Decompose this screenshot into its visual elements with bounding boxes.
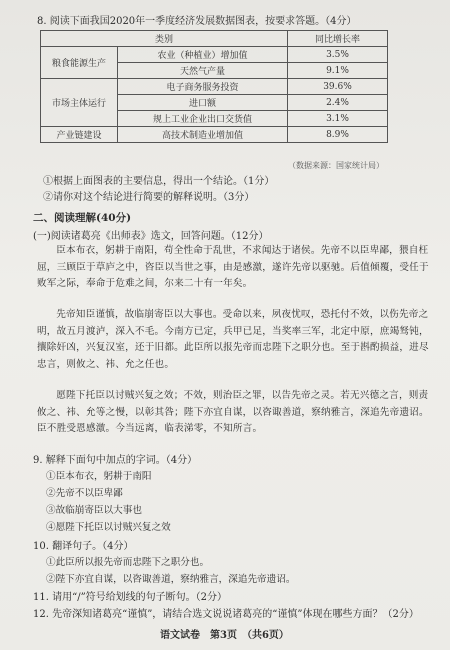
table-rate-cell: 3.5% [288,47,388,63]
question-10-title: 10. 翻译句子。（4分） [33,541,134,552]
question-9-item: ④愿陛下托臣以讨贼兴复之效 [46,522,171,533]
table-item-cell: 农业（种植业）增加值 [118,47,288,63]
table-header-rate: 同比增长率 [288,31,388,47]
question-11: 11. 请用“/”符号给划线的句子断句。（2分） [33,592,228,603]
table-rate-cell: 39.6% [288,79,388,95]
question-10-item: ①此臣所以报先帝而忠陛下之职分也。 [46,557,210,568]
passage-heading: (一)阅读诸葛亮《出师表》选文，回答问题。（12分） [33,231,269,242]
table-rate-cell: 2.4% [288,95,388,111]
passage-paragraph-2: 先帝知臣谨慎，故临崩寄臣以大事也。受命以来，夙夜忧叹，恐托付不效，以伤先帝之明，故五月渡泸，深入不毛。今南方已定，兵甲已足，当奖率三军，北定中原，庶竭驽钝，攘除奸凶，兴复汉室，还于旧都。此臣所以报先帝而忠陛下之职分也。至于斟酌损益，进尽忠言，则攸之、祎、允之任也。 [37,309,429,370]
table-item-cell: 天然气产量 [118,63,288,79]
table-row [41,79,388,95]
passage-paragraph-1: 臣本布衣，躬耕于南阳，苟全性命于乱世，不求闻达于诸侯。先帝不以臣卑鄙，猥自枉屈，三顾臣于草庐之中，咨臣以当世之事，由是感激，遂许先帝以驱驰。后值倾覆，受任于败军之际，奉命于危难之间，尔来二十有一年矣。 [37,245,429,289]
table-rate-cell: 9.1% [288,63,388,79]
passage-paragraph-3: 愿陛下托臣以讨贼兴复之效；不效，则治臣之罪，以告先帝之灵。若无兴德之言，则责攸之、祎、允等之慢，以彰其咎；陛下亦宜自谋，以咨诹善道，察纳雅言，深追先帝遗诏。臣不胜受恩感激。今当远离，临表涕零，不知所言。 [37,390,429,434]
table-header-category: 类别 [41,31,288,47]
table-category-cell: 粮食能源生产 [41,47,118,79]
table-item-cell: 高技术制造业增加值 [118,127,288,143]
question-9-item: ②先帝不以臣卑鄙 [46,488,123,499]
question-8-sub1: ①根据上面图表的主要信息，得出一个结论。（1分） [43,176,275,187]
table-category-cell: 产业链建设 [41,127,118,143]
question-12: 12. 先帝深知诸葛亮“谨慎”，请结合选文说说诸葛亮的“谨慎”体现在哪些方面？（2分） [33,609,419,620]
question-8-sub2: ②请你对这个结论进行简要的解释说明。（3分） [43,192,255,203]
table-row [41,47,388,63]
section-heading: 二、阅读理解(40分) [33,212,132,224]
table-item-cell: 进口额 [118,95,288,111]
table-rate-cell: 3.1% [288,111,388,127]
data-source-note: （数据来源：国家统计局） [288,161,384,170]
table-header-row [41,31,388,47]
page-footer: 语文试卷 第3页 （共6页） [160,630,289,641]
question-10-item: ②陛下亦宜自谋，以咨诹善道，察纳雅言，深追先帝遗诏。 [46,574,296,585]
table-category-cell: 市场主体运行 [41,79,118,127]
table-item-cell: 电子商务服务投资 [118,79,288,95]
table-item-cell: 规上工业企业出口交货值 [118,111,288,127]
table-row [41,127,388,143]
economic-data-table [40,30,388,143]
question-9-item: ①臣本布衣，躬耕于南阳 [46,471,152,482]
question-8-title: 8. 阅读下面我国2020年一季度经济发展数据图表，按要求答题。（4分） [37,16,357,27]
table-rate-cell: 8.9% [288,127,388,143]
question-9-item: ③故临崩寄臣以大事也 [46,505,142,516]
question-9-title: 9. 解释下面句中加点的字词。（4分） [33,455,198,466]
